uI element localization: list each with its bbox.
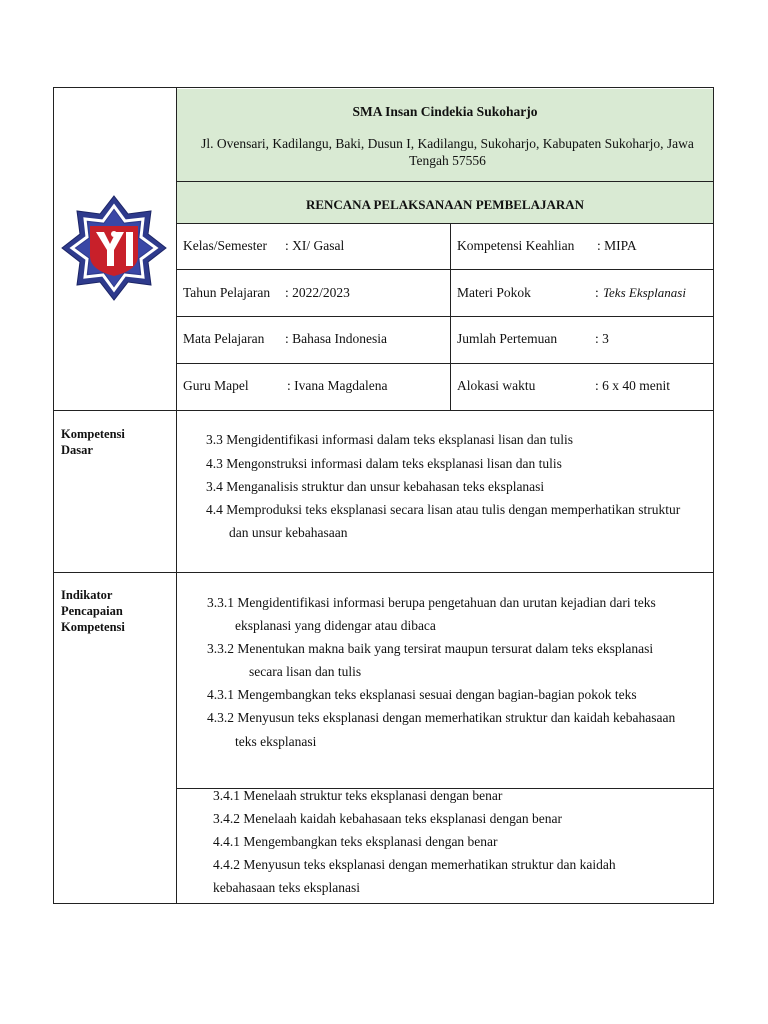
kd-item: 3.4 Menganalisis struktur dan unsur kebahasan teks eksplanasi: [206, 479, 545, 494]
kompetensi-dasar-label: [61, 426, 171, 458]
ipk-item: 4.4.2 Menyusun teks eksplanasi dengan memerhatikan struktur dan kaidah: [213, 857, 616, 872]
kompetensi-keahlian-label: Kompetensi Keahlian: [457, 238, 575, 253]
kd-item: 3.3 Mengidentifikasi informasi dalam teks eksplanasi lisan dan tulis: [206, 432, 574, 447]
ipk-item: secara lisan dan tulis: [249, 664, 362, 679]
school-logo: [58, 195, 170, 301]
indikator-label: [61, 587, 171, 635]
ipk-item: 3.3.1 Mengidentifikasi informasi berupa pengetahuan dan urutan kejadian dari teks: [207, 595, 656, 610]
kd-item: dan unsur kebahasaan: [229, 525, 348, 540]
kd-item: 4.3 Mengonstruksi informasi dalam teks eksplanasi lisan dan tulis: [206, 456, 562, 471]
kompetensi-dasar-label-line1: Kompetensi: [61, 427, 125, 441]
kelas-label: Kelas/Semester: [183, 238, 267, 253]
school-name: SMA Insan Cindekia Sukoharjo: [352, 104, 538, 119]
document-title: RENCANA PELAKSANAAN PEMBELAJARAN: [305, 197, 585, 212]
indikator-label-line3: Kompetensi: [61, 620, 125, 634]
kd-item: 4.4 Memproduksi teks eksplanasi secara lisan atau tulis dengan memperhatikan struktur: [206, 502, 681, 517]
ipk-item: 4.3.1 Mengembangkan teks eksplanasi sesuai dengan bagian-bagian pokok teks: [207, 687, 637, 702]
indikator-label-line1: Indikator: [61, 588, 113, 602]
guru-value: : Ivana Magdalena: [287, 378, 388, 393]
school-address: Jl. Ovensari, Kadilangu, Baki, Dusun I, Kadilangu, Sukoharjo, Kabupaten Sukoharjo, Jawa Tengah 57556: [201, 136, 694, 168]
ipk-item: 3.4.1 Menelaah struktur teks eksplanasi dengan benar: [213, 788, 503, 803]
jumlah-value: : 3: [595, 331, 609, 346]
tahun-label: Tahun Pelajaran: [183, 285, 271, 300]
indikator-label-line2: Pencapaian: [61, 604, 123, 618]
ipk-item: kebahasaan teks eksplanasi: [213, 880, 360, 895]
materi-colon: :: [595, 285, 599, 300]
tahun-value: : 2022/2023: [285, 285, 350, 300]
materi-value: Teks Eksplanasi: [603, 285, 686, 300]
ipk-item: 4.4.1 Mengembangkan teks eksplanasi dengan benar: [213, 834, 498, 849]
ipk-item: 4.3.2 Menyusun teks eksplanasi dengan memerhatikan struktur dan kaidah kebahasaan: [207, 710, 676, 725]
alokasi-label: Alokasi waktu: [457, 378, 536, 393]
ipk-item: teks eksplanasi: [235, 734, 317, 749]
guru-label: Guru Mapel: [183, 378, 249, 393]
mapel-label: Mata Pelajaran: [183, 331, 265, 346]
ipk-item: eksplanasi yang didengar atau dibaca: [235, 618, 436, 633]
kelas-value: : XI/ Gasal: [285, 238, 345, 253]
kompetensi-keahlian-value: : MIPA: [597, 238, 637, 253]
ipk-item: 3.3.2 Menentukan makna baik yang tersirat maupun tersurat dalam teks eksplanasi: [207, 641, 654, 656]
mapel-value: : Bahasa Indonesia: [285, 331, 387, 346]
materi-label: Materi Pokok: [457, 285, 531, 300]
jumlah-label: Jumlah Pertemuan: [457, 331, 558, 346]
alokasi-value: : 6 x 40 menit: [595, 378, 670, 393]
ipk-item: 3.4.2 Menelaah kaidah kebahasaan teks eksplanasi dengan benar: [213, 811, 562, 826]
kompetensi-dasar-label-line2: Dasar: [61, 443, 93, 457]
